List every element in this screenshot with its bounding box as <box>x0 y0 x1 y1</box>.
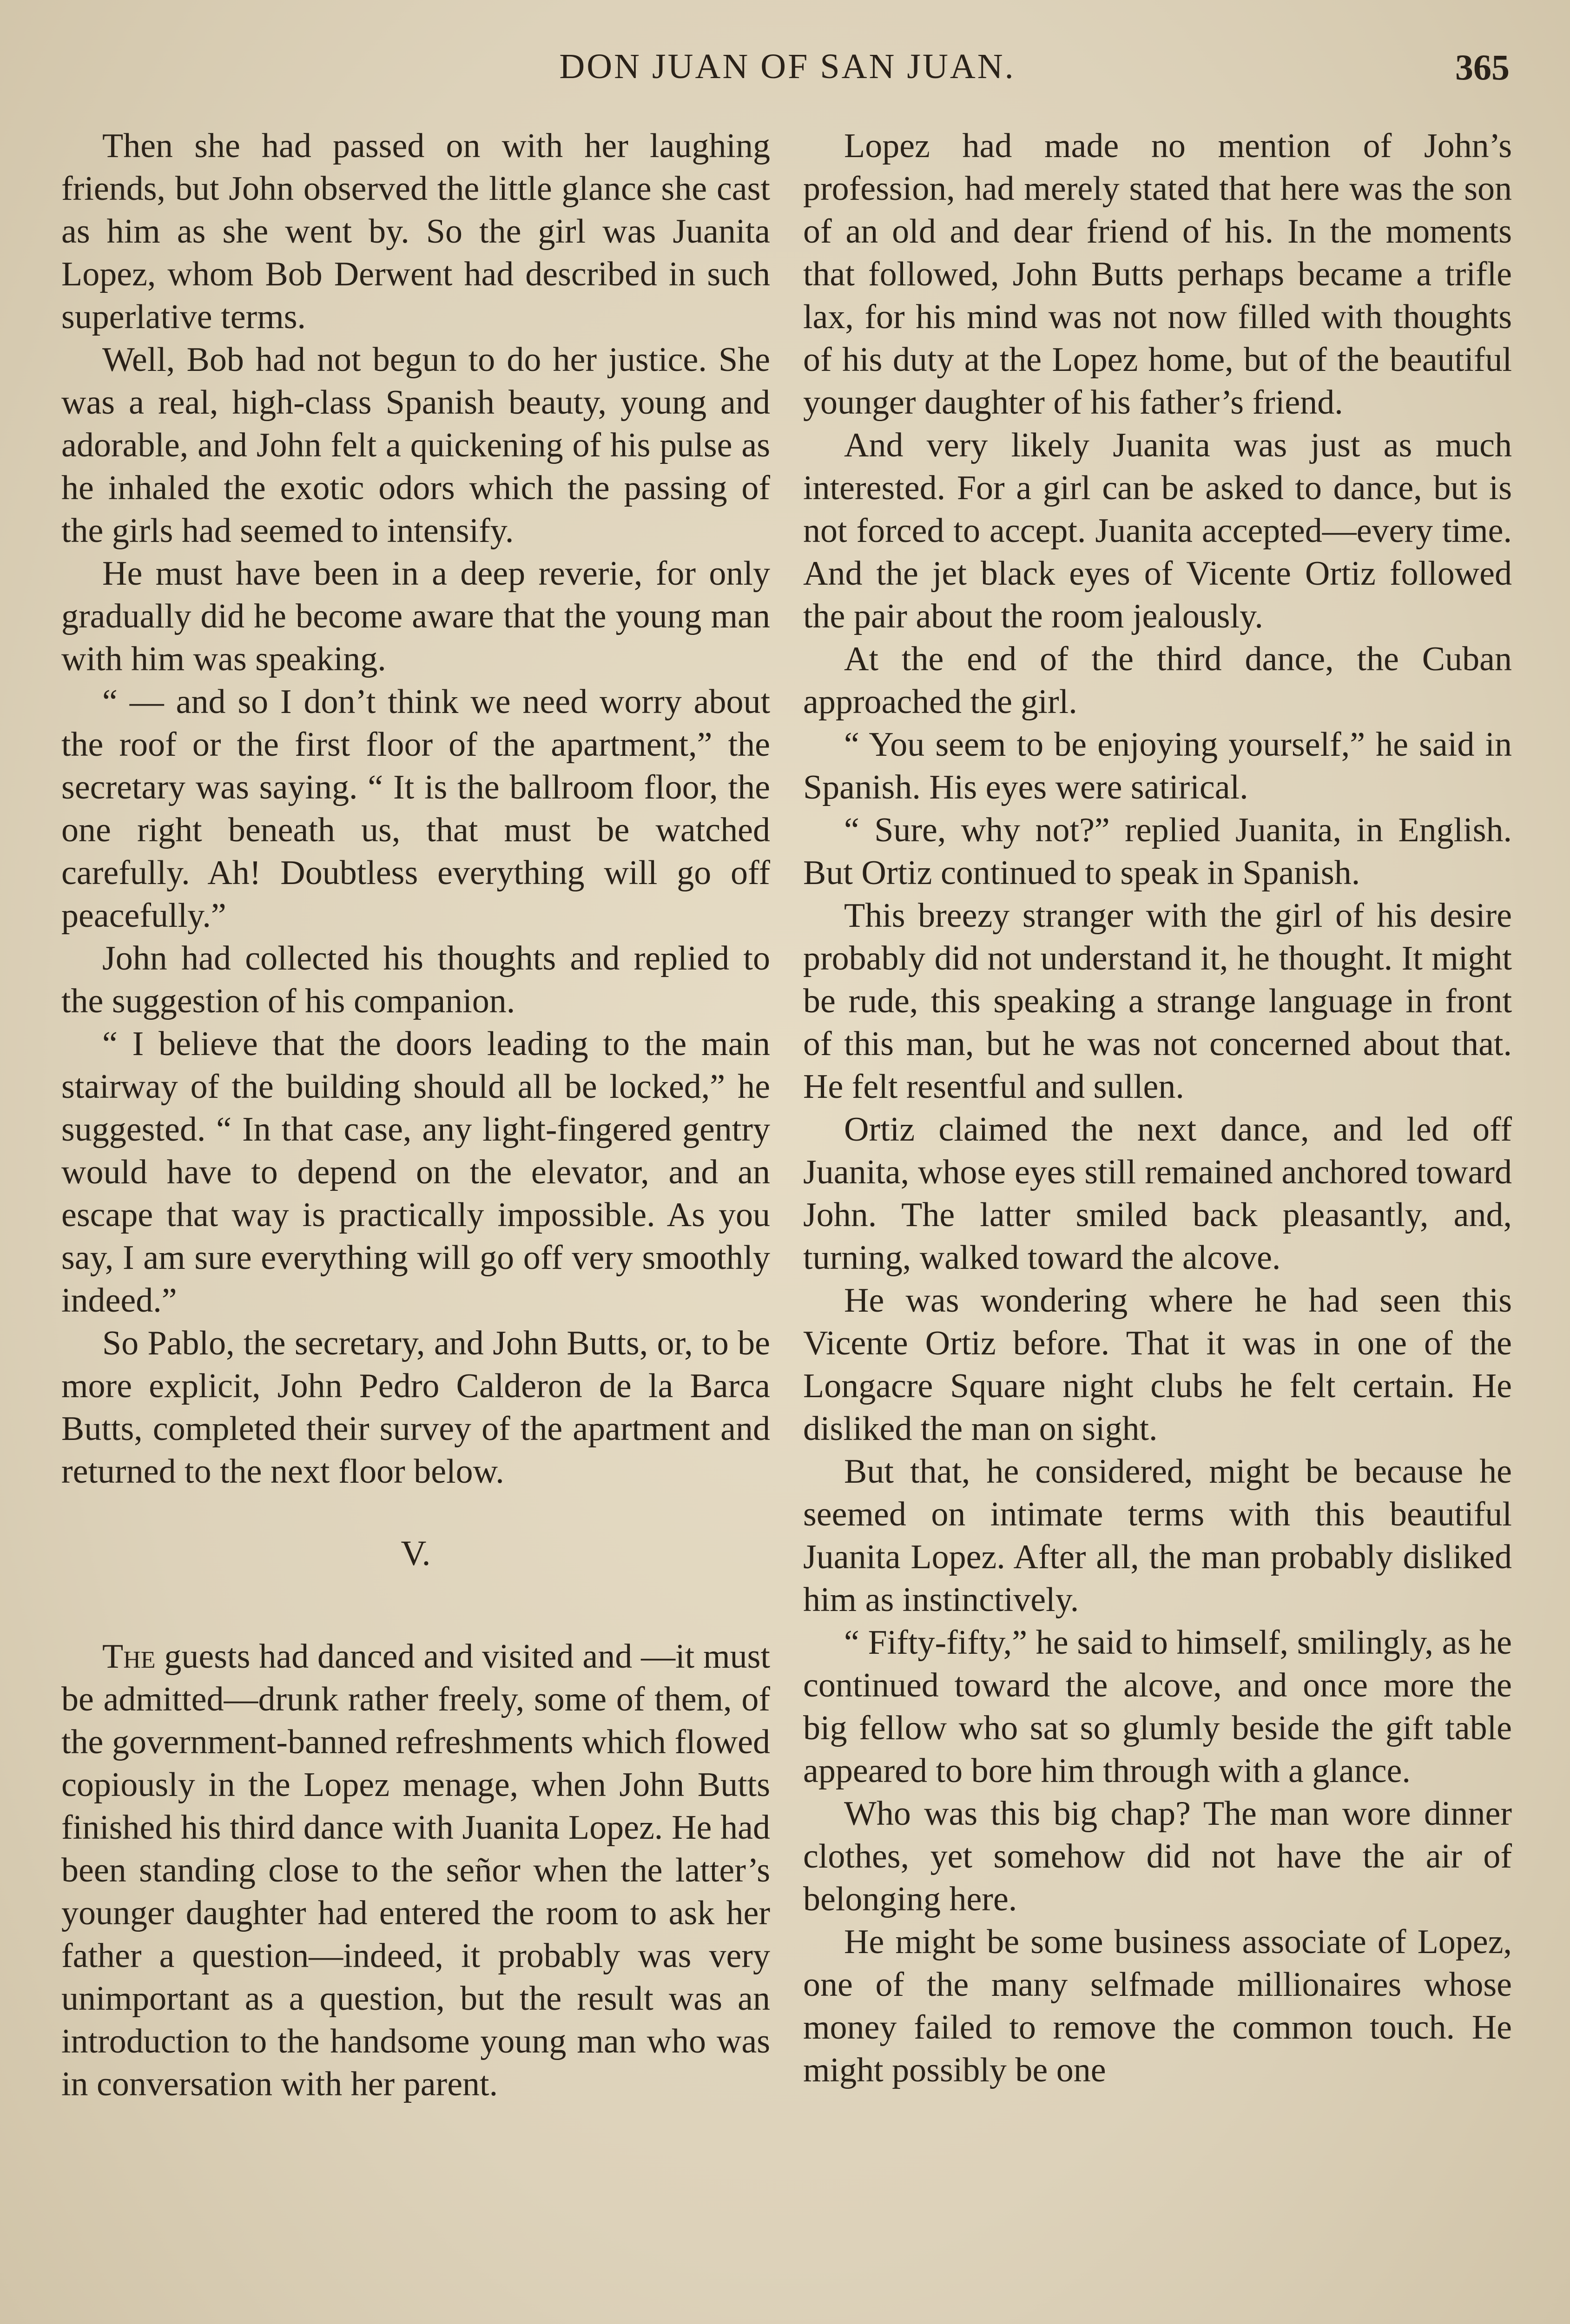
paragraph: “ I believe that the doors leading to the main stairway of the building should all be locked,” he suggested. “ In that case, any light-fingered gentry would have to depend on the elevator, and an escape that way is practically impossible. As you say, I am sure everything will go off very smoothly indeed.” <box>61 1025 770 1320</box>
paragraph: “ Fifty-fifty,” he said to himself, smilingly, as he continued toward the alcove, and once more the big fellow who sat so glumly beside the gift table appeared to bore him through with a glance. <box>803 1624 1512 1790</box>
page-header <box>65 46 1510 98</box>
paragraph: Who was this big chap? The man wore dinner clothes, yet somehow did not have the air of belonging here. <box>803 1795 1512 1918</box>
paragraph: This breezy stranger with the girl of his desire probably did not understand it, he thought. It might be rude, this speaking a strange language in front of this man, but he was not concerned about that. He felt resentful and sullen. <box>803 897 1512 1106</box>
page-number: 365 <box>1455 47 1510 87</box>
paragraph: Well, Bob had not begun to do her justice. She was a real, high-class Spanish beauty, young and adorable, and John felt a quickening of his pulse as he inhaled the exotic odors which the passing of the girls had seemed to intensify. <box>61 341 770 550</box>
paragraph: At the end of the third dance, the Cuban approached the girl. <box>803 640 1512 721</box>
paragraph: So Pablo, the secretary, and John Butts, or, to be more explicit, John Pedro Calderon de la Barca Butts, completed their survey of the apartment and returned to the next floor below. <box>61 1324 770 1491</box>
running-title: DON JUAN OF SAN JUAN. <box>559 47 1016 86</box>
paragraph: Ortiz claimed the next dance, and led off Juanita, whose eyes still remained anchored toward John. The latter smiled back pleasantly, and, turning, walked toward the alcove. <box>803 1110 1512 1277</box>
section-heading: V. <box>401 1534 431 1573</box>
section-opening-word: The <box>102 1637 156 1676</box>
paragraph: John had collected his thoughts and replied to the suggestion of his companion. <box>61 939 770 1020</box>
section-opening-paragraph <box>61 1635 770 2106</box>
paragraph: Then she had passed on with her laughing friends, but John observed the little glance she cast as him as she went by. So the girl was Juanita Lopez, whom Bob Derwent had described in such superlative terms. <box>61 127 770 336</box>
section-paragraph-text: guests had danced and visited and —it must be admitted—drunk rather freely, some of them, of the government-banned refreshments which flowed copiously in the Lopez menage, when John Butts finished his third dance with Juanita Lopez. He had been standing close to the señor when the latter’s younger daughter had entered the room to ask her father a question—indeed, it probably was very unimportant as a question, but the result was an introduction to the handsome young man who was in conversation with her parent. <box>61 1637 770 2103</box>
paragraph: And very likely Juanita was just as much interested. For a girl can be asked to dance, but is not forced to accept. Juanita accepted—every time. And the jet black eyes of Vicente Ortiz followed the pair about the room jealously. <box>803 426 1512 635</box>
paragraph: “ Sure, why not?” replied Juanita, in English. But Ortiz continued to speak in Spanish. <box>803 811 1512 892</box>
paragraph: “ You seem to be enjoying yourself,” he said in Spanish. His eyes were satirical. <box>803 726 1512 806</box>
paragraph: Lopez had made no mention of John’s profession, had merely stated that here was the son of an old and dear friend of his. In the moments that followed, John Butts perhaps became a trifle lax, for his mind was not now filled with thoughts of his duty at the Lopez home, but of the beautiful younger daughter of his father’s friend. <box>803 127 1512 422</box>
paragraph: But that, he considered, might be because he seemed on intimate terms with this beautiful Juanita Lopez. After all, the man probably disliked him as instinctively. <box>803 1452 1512 1619</box>
paragraph: He must have been in a deep reverie, for only gradually did he become aware that the young man with him was speaking. <box>61 555 770 678</box>
paragraph: He might be some business associate of Lopez, one of the many selfmade millionaires whose money failed to remove the common touch. He might possibly be one <box>803 1923 1512 2089</box>
left-column <box>61 125 770 2324</box>
paragraph: He was wondering where he had seen this Vicente Ortiz before. That it was in one of the Longacre Square night clubs he felt certain. He disliked the man on sight. <box>803 1281 1512 1448</box>
right-column <box>803 125 1512 2324</box>
paragraph: “ — and so I don’t think we need worry about the roof or the first floor of the apartment,” the secretary was saying. “ It is the ballroom floor, the one right beneath us, that must be watched carefully. Ah! Doubtless everything will go off peacefully.” <box>61 683 770 935</box>
